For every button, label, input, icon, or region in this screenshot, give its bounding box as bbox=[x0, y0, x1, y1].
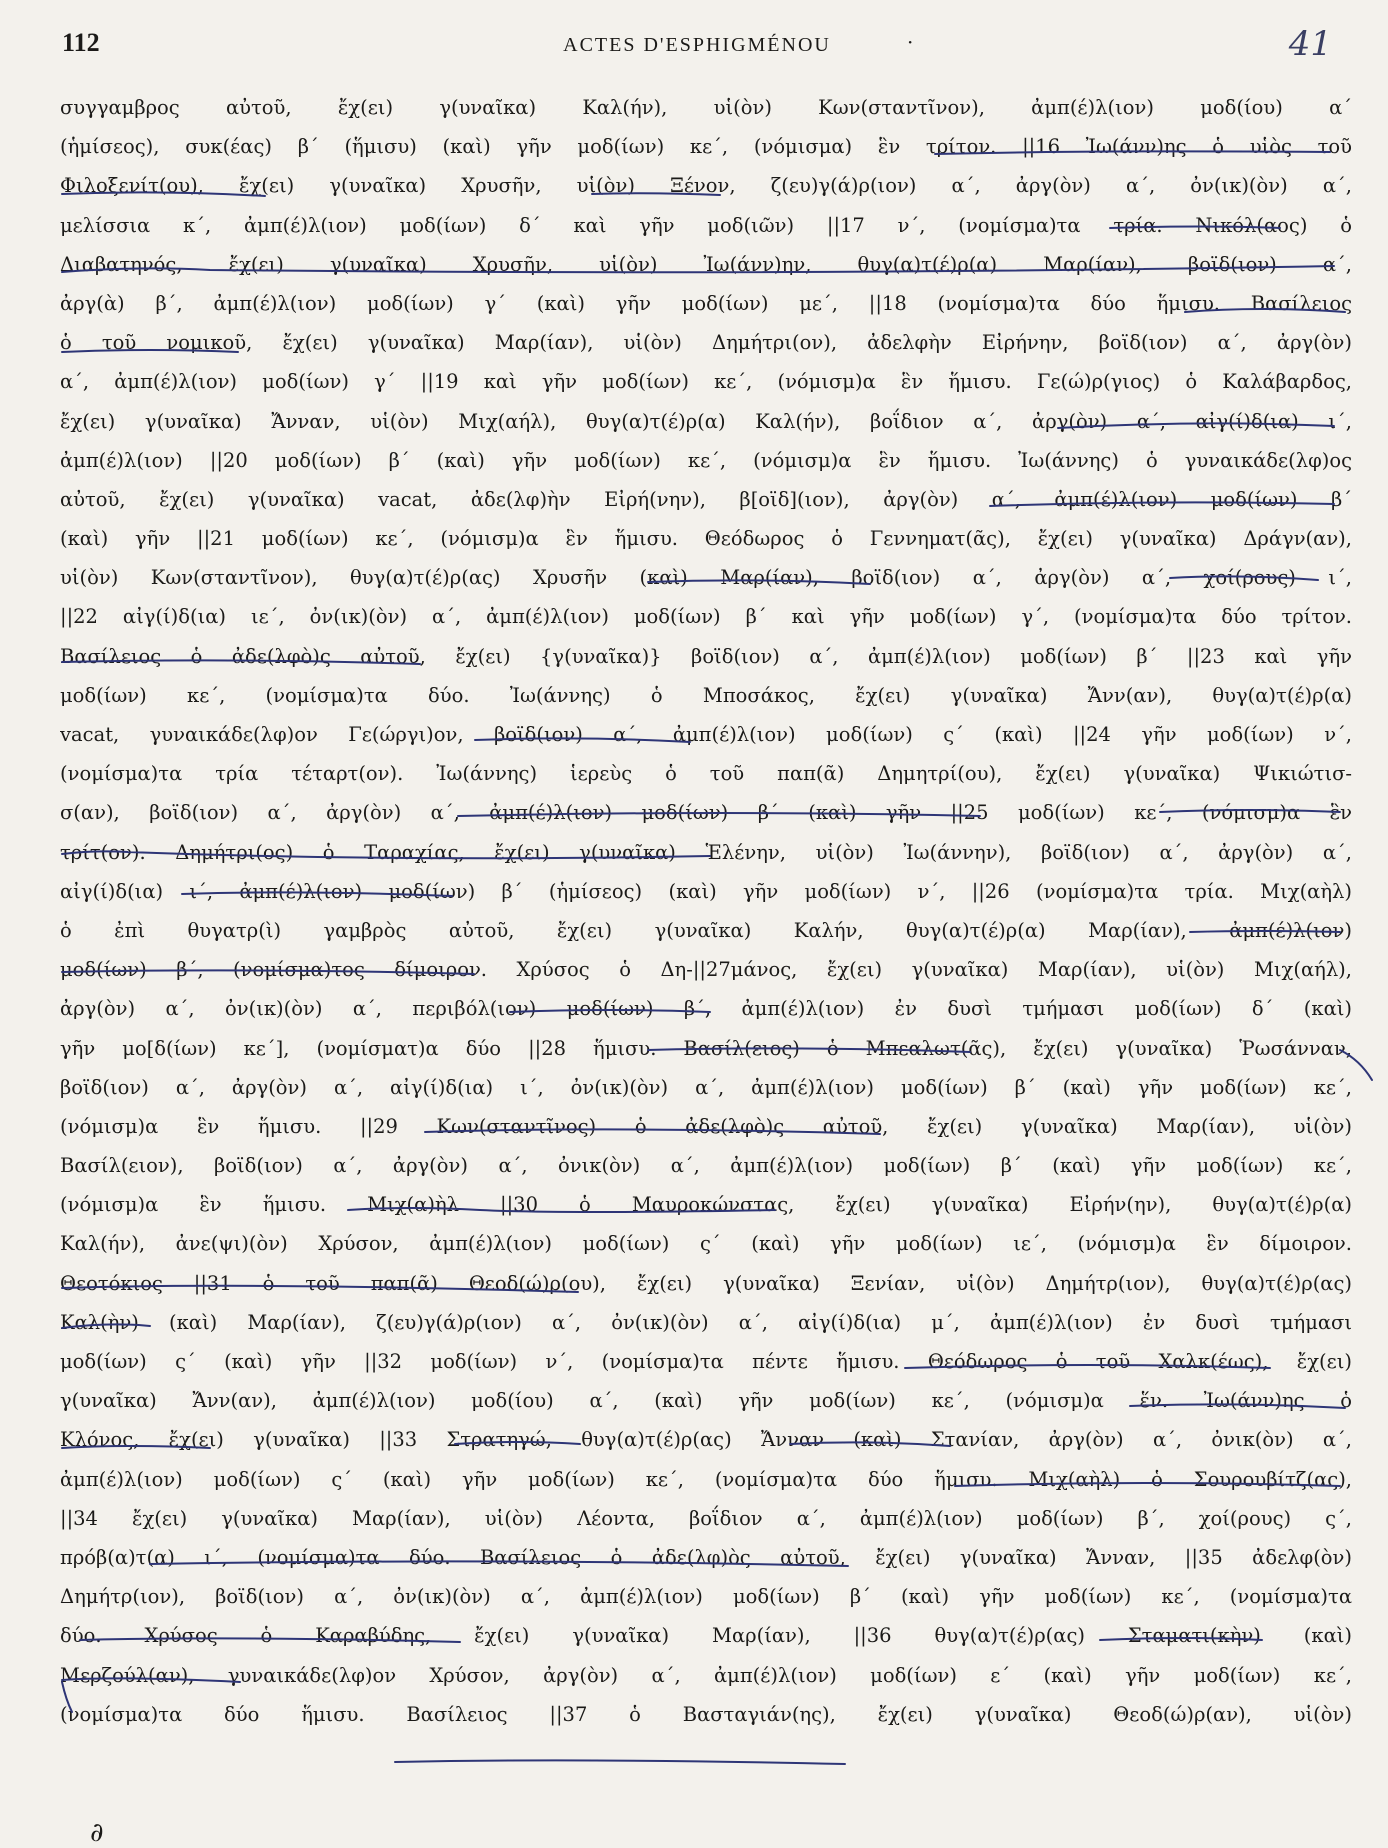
text-line: (καὶ) γῆν ||21 μοδ(ίων) κε´, (νόμισμ)α ἓν ἥμισυ. Θεόδωρος ὁ Γεννηματ(ᾶς), ἔχ(ει) γ(υναῖκα) Δράγν(αν), bbox=[60, 527, 1352, 551]
text-line: αὐτοῦ, ἔχ(ει) γ(υναῖκα) vacat, ἀδε(λφ)ὴν Εἰρή(νην), β[οϊδ](ιον), ἀργ(ὸν) α´, ἀμπ(έ)λ(ιον) μοδ(ίων) β´ bbox=[60, 487, 1352, 511]
text-line: πρόβ(α)τ(α) ι´, (νομίσμα)τα δύο. Βασίλειος ὁ ἀδε(λφ)ὸς αὐτοῦ, ἔχ(ει) γ(υναῖκα) Ἄνναν, ||35 ἀδελφ(ὸν) bbox=[60, 1545, 1352, 1569]
text-line: (νομίσμα)τα τρία τέταρτ(ον). Ἰω(άννης) ἱερεὺς ὁ τοῦ παπ(ᾶ) Δημητρί(ου), ἔχ(ει) γ(υναῖκα) Ψικιώτισ- bbox=[60, 762, 1352, 786]
handwritten-margin-note: 41 bbox=[1288, 24, 1332, 64]
underline bbox=[395, 1760, 845, 1764]
text-line: γ(υναῖκα) Ἄνν(αν), ἀμπ(έ)λ(ιον) μοδ(ίου) α´, (καὶ) γῆν μοδ(ίων) κε´, (νόμισμ)α ἕν. Ἰω(άνν)ης ὁ bbox=[60, 1389, 1352, 1413]
text-line: ἀργ(ὰ) β´, ἀμπ(έ)λ(ιον) μοδ(ίων) γ´ (καὶ) γῆν μοδ(ίων) με´, ||18 (νομίσμα)τα δύο ἥμισυ. Βασίλειος bbox=[60, 291, 1352, 315]
text-line: ἔχ(ει) γ(υναῖκα) Ἄνναν, υἱ(ὸν) Μιχ(αήλ), θυγ(α)τ(έ)ρ(α) Καλ(ήν), βοΐδιον α´, ἀργ(ὸν) α´, αἰγ(ί)δ(ια) ι´, bbox=[60, 409, 1352, 433]
text-line: μελίσσια κ´, ἀμπ(έ)λ(ιον) μοδ(ίων) δ´ καὶ γῆν μοδ(ιῶν) ||17 ν´, (νομίσμα)τα τρία. Νικόλ(αος) ὁ bbox=[60, 213, 1352, 237]
text-line: ὁ ἐπὶ θυγατρ(ὶ) γαμβρὸς αὐτοῦ, ἔχ(ει) γ(υναῖκα) Καλήν, θυγ(α)τ(έ)ρ(α) Μαρ(ίαν), ἀμπ(έ)λ(ιον) bbox=[60, 918, 1352, 942]
text-line: Διαβατηνός, ἔχ(ει) γ(υναῖκα) Χρυσῆν, υἱ(ὸν) Ἰω(άνν)ην, θυγ(α)τ(έ)ρ(α) Μαρ(ίαν), βοϊδ(ιον) α´, bbox=[60, 252, 1352, 276]
footer-mark: ∂ bbox=[90, 1818, 104, 1848]
text-line: vacat, γυναικάδε(λφ)ον Γε(ώργι)ον, βοϊδ(ιον) α´, ἀμπ(έ)λ(ιον) μοδ(ίων) ς´ (καὶ) ||24 γῆν μοδ(ίων) ν´, bbox=[60, 723, 1352, 746]
text-line: Βασίλειος ὁ ἀδε(λφὸ)ς αὐτοῦ, ἔχ(ει) {γ(υναῖκα)} βοϊδ(ιον) α´, ἀμπ(έ)λ(ιον) μοδ(ίων) β´ ||23 καὶ γῆν bbox=[60, 644, 1352, 668]
text-line: (νόμισμ)α ἓν ἥμισυ. Μιχ(α)ὴλ ||30 ὁ Μαυροκώνστας, ἔχ(ει) γ(υναῖκα) Εἰρήν(ην), θυγ(α)τ(έ)ρ(α) bbox=[60, 1193, 1352, 1217]
text-line: μοδ(ίων) κε´, (νομίσμα)τα δύο. Ἰω(άννης) ὁ Μποσάκος, ἔχ(ει) γ(υναῖκα) Ἄνν(αν), θυγ(α)τ(έ)ρ(α) bbox=[60, 683, 1352, 707]
text-line: Βασίλ(ειον), βοϊδ(ιον) α´, ἀργ(ὸν) α´, ὀνικ(ὸν) α´, ἀμπ(έ)λ(ιον) μοδ(ίων) β´ (καὶ) γῆν μοδ(ίων) κε´, bbox=[60, 1154, 1352, 1178]
text-line: Καλ(ὴν) (καὶ) Μαρ(ίαν), ζ(ευ)γ(ά)ρ(ιον) α´, ὀν(ικ)(ὸν) α´, αἰγ(ί)δ(ια) μ´, ἀμπ(έ)λ(ιον) ἐν δυσὶ τμήμασι bbox=[60, 1310, 1352, 1334]
text-line: μοδ(ίων) β´, (νομίσμα)τος δίμοιρον. Χρύσος ὁ Δη-||27μάνος, ἔχ(ει) γ(υναῖκα) Μαρ(ίαν), υἱ(ὸν) Μιχ(αήλ), bbox=[60, 958, 1352, 982]
text-line: Θεοτόκιος ||31 ὁ τοῦ παπ(ᾶ) Θεοδ(ώ)ρ(ου), ἔχ(ει) γ(υναῖκα) Ξενίαν, υἱ(ὸν) Δημήτρ(ιον), θυγ(α)τ(έ)ρ(ας) bbox=[60, 1271, 1352, 1295]
text-line: (νόμισμ)α ἓν ἥμισυ. ||29 Κων(σταντῖνος) ὁ ἀδε(λφὸ)ς αὐτοῦ, ἔχ(ει) γ(υναῖκα) Μαρ(ίαν), υἱ(ὸν) bbox=[60, 1114, 1352, 1138]
text-line: Φιλοξενίτ(ου), ἔχ(ει) γ(υναῖκα) Χρυσῆν, υἱ(ὸν) Ξένον, ζ(ευ)γ(ά)ρ(ιον) α´, ἀργ(ὸν) α´, ὀν(ικ)(ὸν) α´, bbox=[60, 174, 1352, 198]
header-dot: · bbox=[907, 30, 914, 54]
text-line: α´, ἀμπ(έ)λ(ιον) μοδ(ίων) γ´ ||19 καὶ γῆν μοδ(ίων) κε´, (νόμισμ)α ἓν ἥμισυ. Γε(ώ)ρ(γιος) ὁ Καλάβαρδος, bbox=[60, 370, 1352, 394]
text-line: μοδ(ίων) ς´ (καὶ) γῆν ||32 μοδ(ίων) ν´, (νομίσμα)τα πέντε ἥμισυ. Θεόδωρος ὁ τοῦ Χαλκ(έως), ἔχ(ει) bbox=[60, 1350, 1352, 1373]
running-title: ACTES D'ESPHIGMÉNOU bbox=[563, 34, 831, 56]
text-line: γῆν μο[δ(ίων) κε´], (νομίσματ)α δύο ||28 ἥμισυ. Βασίλ(ειος) ὁ Μπεαλωτ(ᾶς), ἔχ(ει) γ(υναῖκα) Ῥωσάνναν, bbox=[60, 1036, 1352, 1060]
text-line: υἱ(ὸν) Κων(σταντῖνον), θυγ(α)τ(έ)ρ(ας) Χρυσῆν (καὶ) Μαρ(ίαν), βοϊδ(ιον) α´, ἀργ(ὸν) α´, χοί(ρους) ι´, bbox=[60, 566, 1352, 590]
text-line: βοϊδ(ιον) α´, ἀργ(ὸν) α´, αἰγ(ί)δ(ια) ι´, ὀν(ικ)(ὸν) α´, ἀμπ(έ)λ(ιον) μοδ(ίων) β´ (καὶ) γῆν μοδ(ίων) κε´, bbox=[60, 1075, 1352, 1099]
page-header bbox=[62, 24, 1332, 68]
text-line: αἰγ(ί)δ(ια) ι´, ἀμπ(έ)λ(ιον) μοδ(ίων) β´ (ἡμίσεος) (καὶ) γῆν μοδ(ίων) ν´, ||26 (νομίσμα)τα τρία. Μιχ(αὴλ) bbox=[60, 879, 1352, 903]
page-number: 112 bbox=[62, 28, 100, 57]
text-line: σ(αν), βοϊδ(ιον) α´, ἀργ(ὸν) α´, ἀμπ(έ)λ(ιον) μοδ(ίων) β´ (καὶ) γῆν ||25 μοδ(ίων) κε´, (νόμισμ)α ἓν bbox=[60, 801, 1352, 825]
text-line: συγγαμβρος αὐτοῦ, ἔχ(ει) γ(υναῖκα) Καλ(ήν), υἱ(ὸν) Κων(σταντῖνον), ἀμπ(έ)λ(ιον) μοδ(ίου) α´ bbox=[60, 96, 1352, 119]
text-line: ἀμπ(έ)λ(ιον) μοδ(ίων) ς´ (καὶ) γῆν μοδ(ίων) κε´, (νομίσμα)τα δύο ἥμισυ. Μιχ(αὴλ) ὁ Σουρουβίτζ(ας), bbox=[60, 1467, 1352, 1491]
text-body bbox=[60, 88, 1352, 1734]
text-line: Καλ(ήν), ἀνε(ψι)(ὸν) Χρύσον, ἀμπ(έ)λ(ιον) μοδ(ίων) ς´ (καὶ) γῆν μοδ(ίων) ιε´, (νόμισμ)α ἓν δίμοιρον. bbox=[60, 1232, 1352, 1256]
text-line: ὁ τοῦ νομικοῦ, ἔχ(ει) γ(υναῖκα) Μαρ(ίαν), υἱ(ὸν) Δημήτρι(ον), ἀδελφὴν Εἰρήνην, βοϊδ(ιον) α´, ἀργ(ὸν) bbox=[60, 331, 1352, 355]
text-line: ἀμπ(έ)λ(ιον) ||20 μοδ(ίων) β´ (καὶ) γῆν μοδ(ίων) κε´, (νόμισμ)α ἓν ἥμισυ. Ἰω(άννης) ὁ γυναικάδε(λφ)ος bbox=[60, 448, 1352, 472]
text-line: ||34 ἔχ(ει) γ(υναῖκα) Μαρ(ίαν), υἱ(ὸν) Λέοντα, βοΐδιον α´, ἀμπ(έ)λ(ιον) μοδ(ίων) β´, χοί(ρους) ς´, bbox=[60, 1506, 1352, 1530]
text-line: τρίτ(ον). Δημήτρι(ος) ὁ Ταραχίας, ἔχ(ει) γ(υναῖκα) Ἑλένην, υἱ(ὸν) Ἰω(άννην), βοϊδ(ιον) α´, ἀργ(ὸν) α´, bbox=[60, 840, 1352, 864]
text-line: δύο. Χρύσος ὁ Καραβύδης, ἔχ(ει) γ(υναῖκα) Μαρ(ίαν), ||36 θυγ(α)τ(έ)ρ(ας) Σταματι(κὴν) (καὶ) bbox=[60, 1624, 1352, 1648]
text-line: Μερζούλ(αν), γυναικάδε(λφ)ον Χρύσον, ἀργ(ὸν) α´, ἀμπ(έ)λ(ιον) μοδ(ίων) ε´ (καὶ) γῆν μοδ(ίων) κε´, bbox=[60, 1663, 1352, 1687]
text-line: Δημήτρ(ιον), βοϊδ(ιον) α´, ὀν(ικ)(ὸν) α´, ἀμπ(έ)λ(ιον) μοδ(ίων) β´ (καὶ) γῆν μοδ(ίων) κε´, (νομίσμα)τα bbox=[60, 1585, 1352, 1609]
text-line: (ἡμίσεος), συκ(έας) β´ (ἥμισυ) (καὶ) γῆν μοδ(ίων) κε´, (νόμισμα) ἓν τρίτον. ||16 Ἰω(άνν)ης ὁ υἱὸς τοῦ bbox=[60, 135, 1352, 159]
text-line: ||22 αἰγ(ί)δ(ια) ιε´, ὀν(ικ)(ὸν) α´, ἀμπ(έ)λ(ιον) μοδ(ίων) β´ καὶ γῆν μοδ(ίων) γ´, (νομίσμα)τα δύο τρίτον. bbox=[60, 605, 1352, 629]
text-line: (νομίσμα)τα δύο ἥμισυ. Βασίλειος ||37 ὁ Βασταγιάν(ης), ἔχ(ει) γ(υναῖκα) Θεοδ(ώ)ρ(αν), υἱ(ὸν) bbox=[60, 1702, 1352, 1726]
text-line: ἀργ(ὸν) α´, ὀν(ικ)(ὸν) α´, περιβόλ(ιον) μοδ(ίων) β´, ἀμπ(έ)λ(ιον) ἐν δυσὶ τμήμασι μοδ(ίων) δ´ (καὶ) bbox=[60, 997, 1352, 1021]
text-line: Κλόνος, ἔχ(ει) γ(υναῖκα) ||33 Στρατηγώ, θυγ(α)τ(έ)ρ(ας) Ἄνναν (καὶ) Στανίαν, ἀργ(ὸν) α´, ὀνικ(ὸν) α´, bbox=[60, 1428, 1352, 1452]
